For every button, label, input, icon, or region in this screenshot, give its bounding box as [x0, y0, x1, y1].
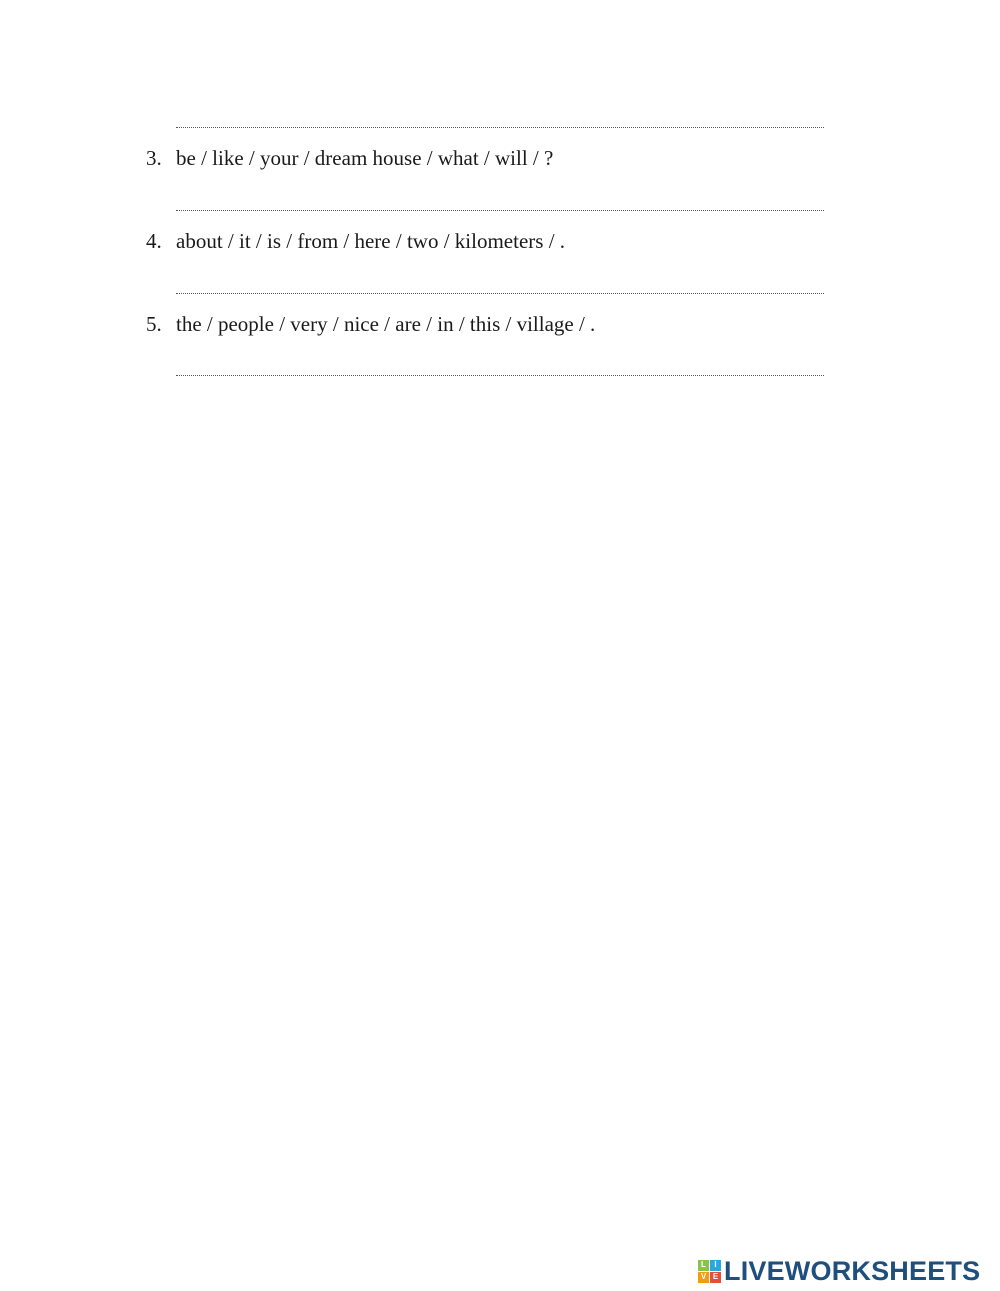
logo-tile: E — [710, 1272, 721, 1283]
answer-line-4[interactable] — [176, 293, 824, 294]
answer-line-2[interactable] — [176, 127, 824, 128]
logo-tiles-icon — [698, 1260, 721, 1283]
logo-tile: V — [698, 1272, 709, 1283]
logo-tile: I — [710, 1260, 721, 1271]
exercise-number: 3. — [146, 146, 162, 170]
exercise-item-3 — [146, 146, 846, 176]
answer-line-5[interactable] — [176, 375, 824, 376]
answer-line-3[interactable] — [176, 210, 824, 211]
exercise-number: 5. — [146, 312, 162, 336]
liveworksheets-logo — [698, 1254, 980, 1288]
exercise-prompt: the / people / very / nice / are / in / this / village / . — [176, 312, 596, 336]
exercise-prompt: about / it / is / from / here / two / kilometers / . — [176, 229, 566, 253]
exercise-item-5 — [146, 312, 846, 342]
exercise-prompt: be / like / your / dream house / what / will / ? — [176, 146, 554, 170]
logo-tile: L — [698, 1260, 709, 1271]
exercise-item-4 — [146, 229, 846, 259]
logo-wordmark: LIVEWORKSHEETS — [724, 1255, 981, 1286]
exercise-number: 4. — [146, 229, 162, 253]
